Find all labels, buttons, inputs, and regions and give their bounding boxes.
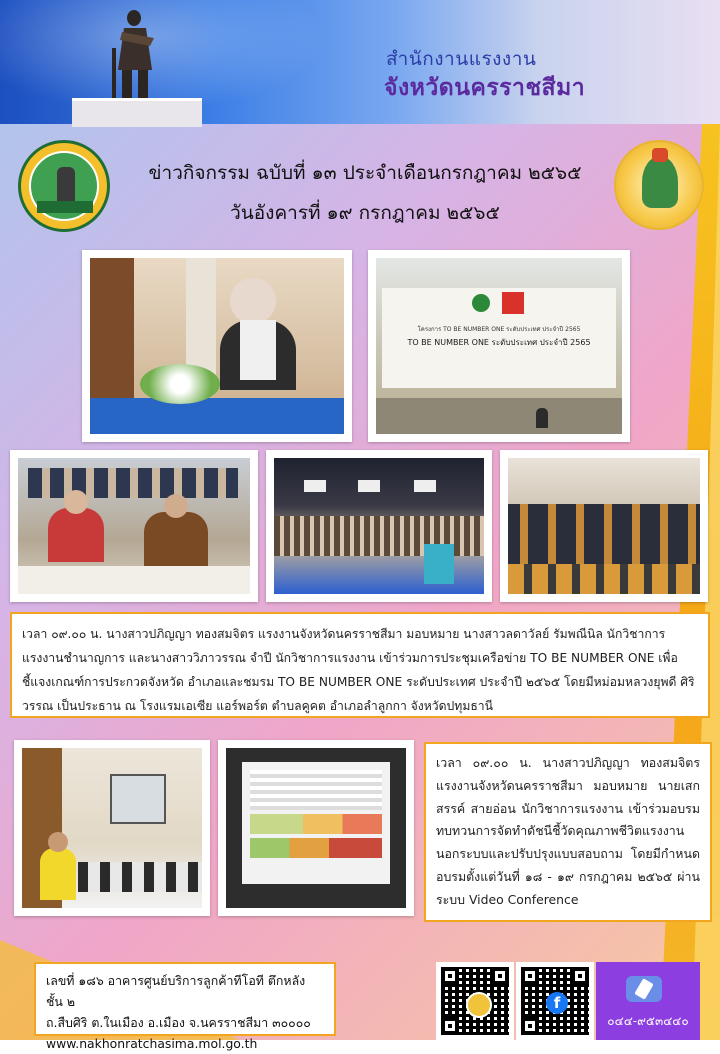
photo-slide: [368, 250, 630, 442]
office-name-line2: จังหวัดนครราชสีมา: [384, 75, 586, 101]
photo-video-conference-2: [218, 740, 414, 916]
contact-address-box: [34, 962, 336, 1051]
slide-text-2: TO BE NUMBER ONE ระดับประเทศ ประจำปี 2565: [407, 338, 591, 347]
news-story-1: เวลา ๐๙.๐๐ น. นางสาวปภิญญา ทองสมจิตร แรงงานจังหวัดนครราชสีมา มอบหมาย นางสาวลดาวัลย์ รัมพณีนิล นักวิชาการแรงงานชำนาญการ และนางสาววิภาวรรณ จำปี นักวิชาการแรงงาน เข้าร่วมการประชุมเครือข่าย TO BE NUMBER ONE เพื่อชี้แจงเกณฑ์การประกวดจังหวัด อำเภอและชมรม TO BE NUMBER ONE ระดับประเทศ ประจำปี ๒๕๖๕ โดยมีหม่อมหลวงยุพดี ศิริวรรณ เป็นประธาน ณ โรงแรมเอเซีย แอร์พอร์ต ตำบลคูคต อำเภอลำลูกกา จังหวัดปทุมธานี: [10, 612, 710, 718]
emblem-icon: [466, 992, 492, 1018]
slide-text-1: โครงการ TO BE NUMBER ONE ระดับประเทศ ประจำปี 2565: [417, 326, 581, 333]
statue-pedestal: [72, 98, 202, 127]
ministry-of-labour-emblem-icon: [614, 140, 704, 230]
facebook-icon: f: [546, 992, 568, 1014]
news-story-2: เวลา ๐๙.๐๐ น. นางสาวปภิญญา ทองสมจิตร แรงงานจังหวัดนครราชสีมา มอบหมาย นายเสกสรรค์ สายอ่อน นักวิชาการแรงงาน เข้าร่วมอบรมทบทวนการจัดทำดัชนีชี้วัดคุณภาพชีวิตแรงงานนอกระบบและปรับปรุงแบบสอบถาม โดยมีกำหนดอบรมตั้งแต่วันที่ ๑๘ - ๑๙ กรกฎาคม ๒๕๖๕ ผ่านระบบ Video Conference: [424, 742, 712, 922]
qr-code-line-icon[interactable]: [436, 962, 514, 1040]
office-name-line1: สำนักงานแรงงาน: [386, 48, 537, 70]
address-line-2: ถ.สืบศิริ ต.ในเมือง อ.เมือง จ.นครราชสีมา ๓๐๐๐๐: [46, 1015, 311, 1030]
photo-speaker: [82, 250, 352, 442]
newsletter-title: ข่าวกิจกรรม ฉบับที่ ๑๓ ประจำเดือนกรกฎาคม ๒๕๖๕: [148, 162, 582, 184]
provincial-labour-office-seal-icon: [18, 140, 110, 232]
phone-box[interactable]: [596, 962, 700, 1040]
address-line-1: เลขที่ ๑๘๖ อาคารศูนย์บริการลูกค้าทีโอที ตึกหลัง ชั้น ๒: [46, 973, 306, 1009]
statue-icon: [104, 8, 168, 106]
phone-number: ๐๔๔-๙๕๓๔๔๐: [607, 1014, 689, 1028]
photo-audience-2: [266, 450, 492, 602]
newsletter-date: วันอังคารที่ ๑๙ กรกฎาคม ๒๕๖๕: [230, 202, 500, 224]
photo-video-conference-1: [14, 740, 210, 916]
qr-code-facebook-icon[interactable]: [516, 962, 594, 1040]
header-banner: [0, 0, 720, 124]
photo-audience-1: [10, 450, 258, 602]
photo-audience-3: [500, 450, 708, 602]
phone-icon: [624, 972, 664, 1006]
website-link[interactable]: www.nakhonratchasima.mol.go.th: [46, 1036, 258, 1051]
